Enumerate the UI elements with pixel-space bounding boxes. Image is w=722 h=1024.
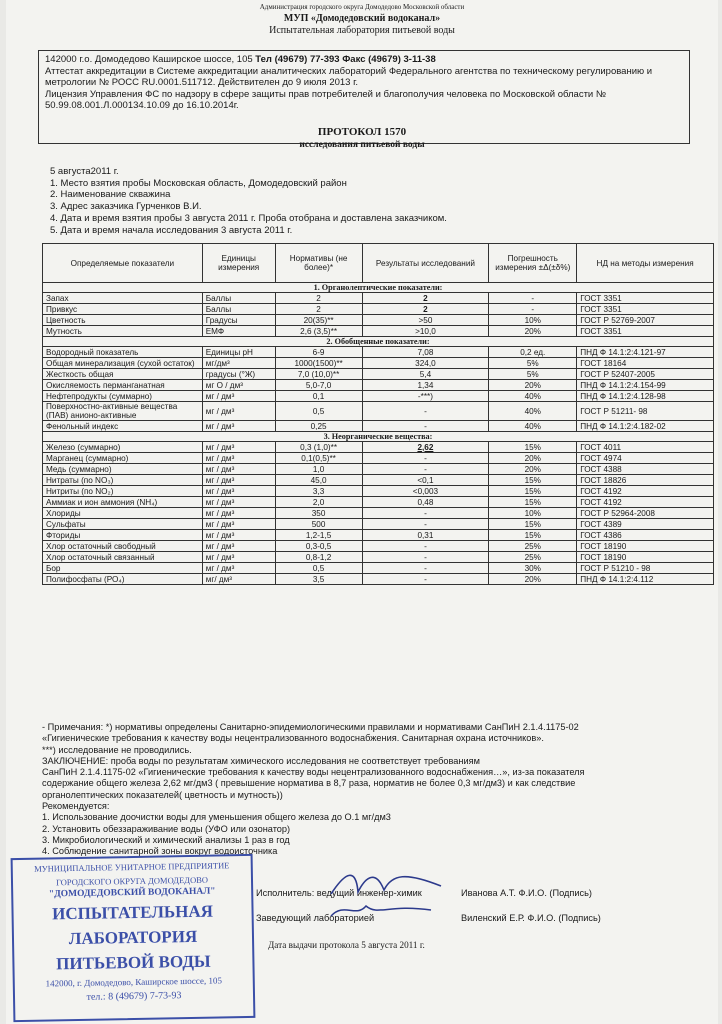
protocol-title-block bbox=[6, 126, 718, 150]
document-header bbox=[6, 3, 718, 36]
column-header: Погрешность измерения ±Δ(±δ%) bbox=[489, 244, 577, 283]
table-cell: Аммиак и ион аммония (NH₄) bbox=[43, 497, 203, 508]
results-table bbox=[42, 243, 714, 585]
table-cell: ГОСТ Р 51210 - 98 bbox=[577, 563, 714, 574]
table-cell: 20% bbox=[489, 464, 577, 475]
table-row bbox=[43, 293, 714, 304]
table-cell: 0,31 bbox=[362, 530, 489, 541]
table-cell: - bbox=[362, 508, 489, 519]
table-cell: 0,8-1,2 bbox=[275, 552, 362, 563]
table-cell: 350 bbox=[275, 508, 362, 519]
engineer-name: Иванова А.Т. Ф.И.О. (Подпись) bbox=[461, 888, 592, 898]
table-cell: 2,6 (3,5)** bbox=[275, 326, 362, 337]
meta-line: 1. Место взятия пробы Московская область, Домодедовский район bbox=[50, 177, 347, 189]
table-cell: 30% bbox=[489, 563, 577, 574]
address: 142000 г.о. Домодедово Каширское шоссе, 105 bbox=[45, 54, 256, 65]
table-row bbox=[43, 421, 714, 432]
section-title: 1. Органолептические показатели: bbox=[43, 283, 714, 293]
table-cell: 3,5 bbox=[275, 574, 362, 585]
table-cell: Цветность bbox=[43, 315, 203, 326]
table-cell: ГОСТ Р 52964-2008 bbox=[577, 508, 714, 519]
table-cell: ГОСТ 4974 bbox=[577, 453, 714, 464]
table-cell: ГОСТ 3351 bbox=[577, 326, 714, 337]
accreditation-text: Аттестат аккредитации в Системе аккредитации аналитических лабораторий Федерального агентства по техническому регулированию и метрологии № РОСС RU.0001.511712. Действителен до 9 июля 2013 г. bbox=[45, 65, 653, 88]
table-cell: ПНД Ф 14.1:2:4.112 bbox=[577, 574, 714, 585]
table-cell: ПНД Ф 14.1:2:4.121-97 bbox=[577, 347, 714, 358]
stamp-line: "ДОМОДЕДОВСКИЙ ВОДОКАНАЛ" bbox=[48, 886, 216, 900]
table-cell: - bbox=[362, 552, 489, 563]
table-cell: 0,48 bbox=[362, 497, 489, 508]
table-cell: 15% bbox=[489, 486, 577, 497]
table-cell: Бор bbox=[43, 563, 203, 574]
table-row bbox=[43, 391, 714, 402]
table-cell: мг О / дм³ bbox=[202, 380, 275, 391]
document-page bbox=[6, 0, 718, 1024]
table-cell: мг / дм³ bbox=[202, 530, 275, 541]
notes-block bbox=[42, 722, 702, 858]
table-cell: мг / дм³ bbox=[202, 541, 275, 552]
license-text: Лицензия Управления ФС по надзору в сфере защиты прав потребителей и благополучия человека по Московской области № 50.99.08.001.Л.000134.10.09 до 16.10.2014г. bbox=[45, 88, 607, 111]
table-cell: Запах bbox=[43, 293, 203, 304]
phones: Тел (49679) 77-393 Факс (49679) 3-11-38 bbox=[255, 54, 436, 65]
table-cell: - bbox=[362, 402, 489, 421]
table-cell: ГОСТ 4011 bbox=[577, 442, 714, 453]
table-cell: - bbox=[362, 421, 489, 432]
table-cell: 15% bbox=[489, 497, 577, 508]
head-role: Заведующий лабораторией bbox=[256, 913, 375, 923]
laboratory-name: Испытательная лаборатория питьевой воды bbox=[269, 25, 455, 36]
table-cell: мг / дм³ bbox=[202, 442, 275, 453]
table-cell: мг / дм³ bbox=[202, 552, 275, 563]
note-line: Рекомендуется: bbox=[42, 801, 110, 812]
table-cell: 20% bbox=[489, 326, 577, 337]
table-cell: 324,0 bbox=[362, 358, 489, 369]
table-cell: мг / дм³ bbox=[202, 391, 275, 402]
table-cell: 0,5 bbox=[275, 402, 362, 421]
table-cell: 0,3-0,5 bbox=[275, 541, 362, 552]
table-cell: 7,0 (10,0)** bbox=[275, 369, 362, 380]
table-row bbox=[43, 497, 714, 508]
stamp-line: ПИТЬЕВОЙ ВОДЫ bbox=[56, 951, 211, 974]
table-section-row bbox=[43, 337, 714, 347]
table-row bbox=[43, 552, 714, 563]
table-cell: Водородный показатель bbox=[43, 347, 203, 358]
address-line bbox=[45, 54, 683, 66]
table-cell: 3,3 bbox=[275, 486, 362, 497]
table-cell: ЕМФ bbox=[202, 326, 275, 337]
table-cell: - bbox=[362, 453, 489, 464]
stamp-line: ГОРОДСКОГО ОКРУГА ДОМОДЕДОВО bbox=[55, 874, 209, 888]
table-cell: >10,0 bbox=[362, 326, 489, 337]
table-cell: - bbox=[362, 574, 489, 585]
table-cell: мг/ дм³ bbox=[202, 574, 275, 585]
table-cell: мг / дм³ bbox=[202, 402, 275, 421]
table-cell: мг / дм³ bbox=[202, 497, 275, 508]
table-cell: Общая минерализация (сухой остаток) bbox=[43, 358, 203, 369]
column-header: Единицы измерения bbox=[202, 244, 275, 283]
table-cell: ГОСТ 4389 bbox=[577, 519, 714, 530]
meta-line: 2. Наименование скважина bbox=[50, 189, 171, 201]
table-cell: Марганец (суммарно) bbox=[43, 453, 203, 464]
table-row bbox=[43, 530, 714, 541]
table-row bbox=[43, 442, 714, 453]
table-cell: 5% bbox=[489, 369, 577, 380]
laboratory-stamp bbox=[11, 854, 256, 1022]
table-section-row bbox=[43, 283, 714, 293]
table-row bbox=[43, 358, 714, 369]
table-row bbox=[43, 519, 714, 530]
protocol-subtitle: исследования питьевой воды bbox=[299, 140, 425, 150]
issue-date: Дата выдачи протокола 5 августа 2011 г. bbox=[268, 940, 425, 950]
table-cell: ГОСТ Р 51211- 98 bbox=[577, 402, 714, 421]
section-title: 2. Обобщенные показатели: bbox=[43, 337, 714, 347]
table-row bbox=[43, 304, 714, 315]
table-row bbox=[43, 464, 714, 475]
table-cell: 10% bbox=[489, 315, 577, 326]
table-cell: 2 bbox=[275, 304, 362, 315]
table-cell: -***) bbox=[362, 391, 489, 402]
table-cell: ПНД Ф 14.1:2:4.154-99 bbox=[577, 380, 714, 391]
table-cell: 25% bbox=[489, 552, 577, 563]
table-cell: 1,2-1,5 bbox=[275, 530, 362, 541]
note-line: 3. Микробиологический и химический анализы 1 раз в год bbox=[42, 834, 290, 845]
note-line: ***) исследование не проводились. bbox=[42, 744, 192, 755]
table-cell: Баллы bbox=[202, 304, 275, 315]
table-cell: 10% bbox=[489, 508, 577, 519]
table-cell: - bbox=[489, 293, 577, 304]
table-cell: 15% bbox=[489, 475, 577, 486]
head-signature bbox=[326, 898, 436, 922]
meta-line: 3. Адрес заказчика Гурченков В.И. bbox=[50, 201, 202, 213]
table-cell: ГОСТ 18190 bbox=[577, 541, 714, 552]
table-row bbox=[43, 475, 714, 486]
table-cell: ГОСТ 18164 bbox=[577, 358, 714, 369]
table-cell: мг / дм³ bbox=[202, 475, 275, 486]
table-cell: Жесткость общая bbox=[43, 369, 203, 380]
table-cell: - bbox=[362, 563, 489, 574]
stamp-line: 142000, г. Домодедово, Каширское шоссе, 105 bbox=[45, 975, 223, 989]
table-cell: Хлор остаточный свободный bbox=[43, 541, 203, 552]
table-cell: Мутность bbox=[43, 326, 203, 337]
meta-line: 5. Дата и время начала исследования 3 августа 2011 г. bbox=[50, 224, 293, 236]
table-cell: 5,4 bbox=[362, 369, 489, 380]
head-name: Виленский Е.Р. Ф.И.О. (Подпись) bbox=[461, 913, 601, 923]
table-row bbox=[43, 453, 714, 464]
table-cell: <0,003 bbox=[362, 486, 489, 497]
note-line: 4. Соблюдение санитарной зоны вокруг водоисточника bbox=[42, 846, 278, 857]
table-cell: - bbox=[362, 464, 489, 475]
table-cell: 0,5 bbox=[275, 563, 362, 574]
table-row bbox=[43, 315, 714, 326]
table-cell: ГОСТ Р 52407-2005 bbox=[577, 369, 714, 380]
table-row bbox=[43, 326, 714, 337]
stamp-line: ЛАБОРАТОРИЯ bbox=[68, 926, 198, 949]
table-cell: 0,25 bbox=[275, 421, 362, 432]
table-cell: ПНД Ф 14.1:2:4.182-02 bbox=[577, 421, 714, 432]
table-cell: 5% bbox=[489, 358, 577, 369]
table-cell: 5,0-7,0 bbox=[275, 380, 362, 391]
table-cell: 2,0 bbox=[275, 497, 362, 508]
administration-name: Администрация городского округа Домодедово Московской области bbox=[259, 3, 465, 11]
table-cell: 45,0 bbox=[275, 475, 362, 486]
table-row bbox=[43, 347, 714, 358]
table-cell: Полифосфаты (РО₄) bbox=[43, 574, 203, 585]
table-cell: 2 bbox=[275, 293, 362, 304]
table-cell: 2 bbox=[362, 304, 489, 315]
table-cell: Сульфаты bbox=[43, 519, 203, 530]
table-cell: 20% bbox=[489, 453, 577, 464]
table-cell: 6-9 bbox=[275, 347, 362, 358]
note-line: «Гигиенические требования к качеству воды нецентрализованного водоснабжения. Санитарная охрана источников». bbox=[42, 733, 544, 744]
meta-line: 4. Дата и время взятия пробы 3 августа 2011 г. Проба отобрана и доставлена заказчиком. bbox=[50, 212, 447, 224]
table-cell: 40% bbox=[489, 402, 577, 421]
table-cell: Медь (суммарно) bbox=[43, 464, 203, 475]
table-section-row bbox=[43, 432, 714, 442]
table-cell: 20% bbox=[489, 574, 577, 585]
table-cell: Фториды bbox=[43, 530, 203, 541]
table-cell: 40% bbox=[489, 421, 577, 432]
table-cell: 40% bbox=[489, 391, 577, 402]
sample-meta bbox=[50, 166, 447, 236]
engineer-role: Исполнитель: ведущий инженер-химик bbox=[256, 888, 422, 898]
column-header: Результаты исследований bbox=[362, 244, 489, 283]
stamp-line: тел.: 8 (49679) 7-73-93 bbox=[86, 990, 182, 1003]
table-cell: Баллы bbox=[202, 293, 275, 304]
table-cell: ГОСТ 3351 bbox=[577, 304, 714, 315]
table-row bbox=[43, 563, 714, 574]
table-cell: Хлор остаточный связанный bbox=[43, 552, 203, 563]
table-row bbox=[43, 574, 714, 585]
table-cell: Железо (суммарно) bbox=[43, 442, 203, 453]
table-cell: Нитриты (по NO₂) bbox=[43, 486, 203, 497]
table-cell: 20(35)** bbox=[275, 315, 362, 326]
table-cell: Поверхностно-активные вещества (ПАВ) анионо-активные bbox=[43, 402, 203, 421]
engineer-signature bbox=[326, 866, 446, 902]
table-cell: Градусы bbox=[202, 315, 275, 326]
table-cell: мг/дм³ bbox=[202, 358, 275, 369]
table-cell: 500 bbox=[275, 519, 362, 530]
table-cell: Фенольный индекс bbox=[43, 421, 203, 432]
table-row bbox=[43, 402, 714, 421]
column-header: НД на методы измерения bbox=[577, 244, 714, 283]
protocol-date: 5 августа2011 г. bbox=[50, 166, 119, 177]
table-cell: ГОСТ 3351 bbox=[577, 293, 714, 304]
table-cell: 0,1(0,5)** bbox=[275, 453, 362, 464]
table-cell: - bbox=[362, 519, 489, 530]
table-cell: Нитраты (по NO₃) bbox=[43, 475, 203, 486]
table-cell: 0,1 bbox=[275, 391, 362, 402]
stamp-line: ИСПЫТАТЕЛЬНАЯ bbox=[51, 901, 214, 924]
table-cell: мг / дм³ bbox=[202, 486, 275, 497]
table-cell: ГОСТ 4388 bbox=[577, 464, 714, 475]
table-cell: мг / дм³ bbox=[202, 563, 275, 574]
table-cell: 1,34 bbox=[362, 380, 489, 391]
table-cell: Привкус bbox=[43, 304, 203, 315]
table-row bbox=[43, 380, 714, 391]
table-cell: мг / дм³ bbox=[202, 464, 275, 475]
section-title: 3. Неорганические вещества: bbox=[43, 432, 714, 442]
table-cell: ГОСТ Р 52769-2007 bbox=[577, 315, 714, 326]
table-cell: 2 bbox=[362, 293, 489, 304]
table-cell: ГОСТ 18826 bbox=[577, 475, 714, 486]
table-cell: 15% bbox=[489, 519, 577, 530]
table-cell: 7,08 bbox=[362, 347, 489, 358]
table-cell: Окисляемость перманганатная bbox=[43, 380, 203, 391]
table-cell: Нефтепродукты (суммарно) bbox=[43, 391, 203, 402]
table-row bbox=[43, 369, 714, 380]
note-line: органолептических показателей( цветность и мутность)) bbox=[42, 789, 283, 800]
table-cell: 0,3 (1,0)** bbox=[275, 442, 362, 453]
table-cell: мг / дм³ bbox=[202, 519, 275, 530]
table-cell: 1,0 bbox=[275, 464, 362, 475]
table-cell: мг / дм³ bbox=[202, 508, 275, 519]
note-line: - Примечания: *) нормативы определены Санитарно-эпидемиологическими правилами и нормативами СанПиН 2.1.4.1175-02 bbox=[42, 722, 579, 732]
table-cell: 15% bbox=[489, 442, 577, 453]
organization-name: МУП «Домодедовский водоканал» bbox=[283, 13, 441, 24]
table-cell: ПНД Ф 14.1:2:4.128-98 bbox=[577, 391, 714, 402]
note-line: ЗАКЛЮЧЕНИЕ: проба воды по результатам химического исследования не соответствует требованиям bbox=[42, 755, 480, 766]
table-cell: >50 bbox=[362, 315, 489, 326]
note-line: 2. Установить обеззараживание воды (УФО или озонатор) bbox=[42, 823, 291, 834]
table-cell: - bbox=[489, 304, 577, 315]
table-header-row bbox=[43, 244, 714, 283]
table-cell: ГОСТ 4386 bbox=[577, 530, 714, 541]
table-cell: - bbox=[362, 541, 489, 552]
table-cell: <0,1 bbox=[362, 475, 489, 486]
table-cell: Единицы рН bbox=[202, 347, 275, 358]
table-cell: ГОСТ 4192 bbox=[577, 497, 714, 508]
stamp-line: МУНИЦИПАЛЬНОЕ УНИТАРНОЕ ПРЕДПРИЯТИЕ bbox=[34, 860, 230, 874]
column-header: Определяемые показатели bbox=[43, 244, 203, 283]
table-cell: 0,2 ед. bbox=[489, 347, 577, 358]
note-line: содержание общего железа 2,62 мг/дм3 ( превышение норматива в 8,7 раза, норматив не более 0,3 мг/дм3) и как следствие bbox=[42, 778, 576, 789]
table-row bbox=[43, 486, 714, 497]
table-cell: Хлориды bbox=[43, 508, 203, 519]
table-cell: 15% bbox=[489, 530, 577, 541]
protocol-title: ПРОТОКОЛ 1570 bbox=[317, 126, 407, 138]
table-cell: мг / дм³ bbox=[202, 421, 275, 432]
note-line: СанПиН 2.1.4.1175-02 «Гигиенические требования к качеству воды нецентрализованного водоснабжения…», из-за показателя bbox=[42, 767, 585, 778]
table-cell: градусы (°Ж) bbox=[202, 369, 275, 380]
table-cell: ГОСТ 4192 bbox=[577, 486, 714, 497]
table-cell: ГОСТ 18190 bbox=[577, 552, 714, 563]
table-cell: 20% bbox=[489, 380, 577, 391]
table-cell: мг / дм³ bbox=[202, 453, 275, 464]
column-header: Нормативы (не более)* bbox=[275, 244, 362, 283]
table-row bbox=[43, 541, 714, 552]
table-cell: 2,62 bbox=[362, 442, 489, 453]
table-cell: 25% bbox=[489, 541, 577, 552]
note-line: 1. Использование доочистки воды для уменьшения общего железа до О.1 мг/дм3 bbox=[42, 812, 391, 823]
table-cell: 1000(1500)** bbox=[275, 358, 362, 369]
table-row bbox=[43, 508, 714, 519]
